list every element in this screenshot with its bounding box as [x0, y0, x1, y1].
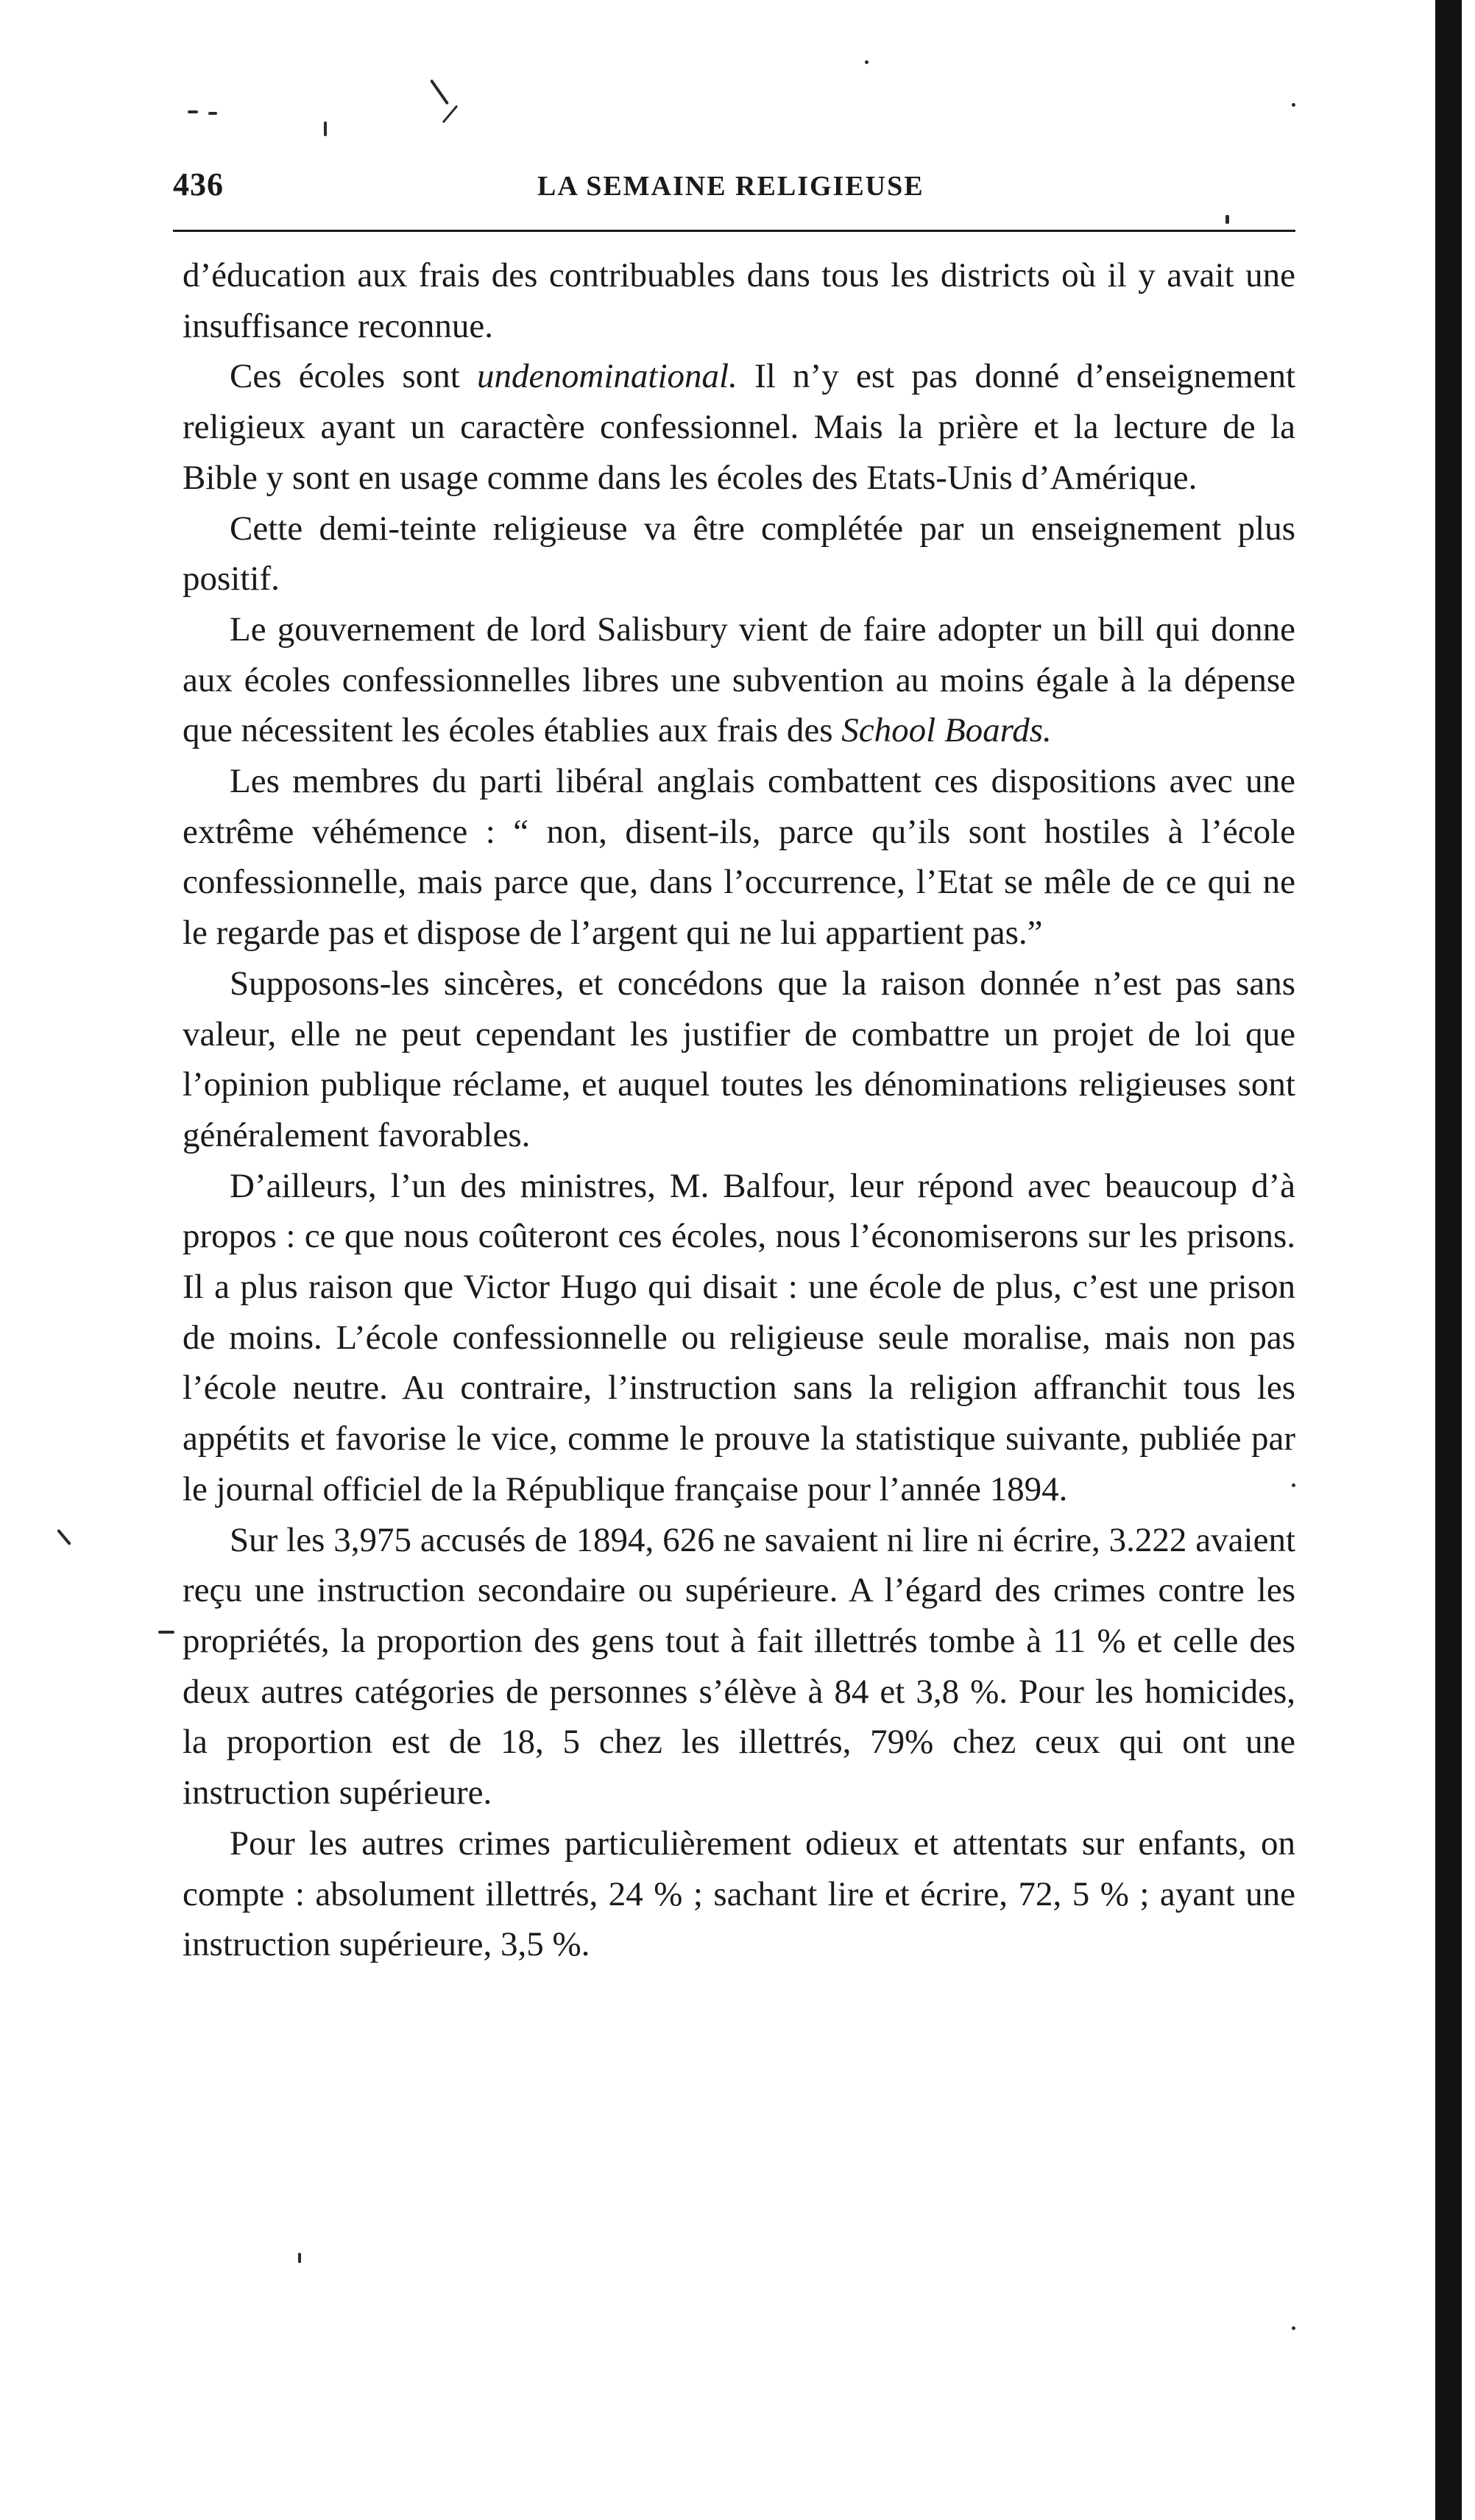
paragraph: d’éducation aux frais des contribuables dans tous les districts où il y avait une insuffisance reconnue. [183, 256, 1295, 345]
paragraph: D’ailleurs, l’un des ministres, M. Balfour, leur répond avec beaucoup d’à propos : ce que nous coûteront ces écoles, nous l’économiserons sur les prisons. Il a plus raison que Victor Hugo qui disait : une école de plus, c’est une prison de moins. L’école confessionnelle ou religieuse seule moralise, mais non pas l’école neutre. Au contraire, l’instruction sans la religion affranchit tous les appétits et favorise le vice, comme le prouve la statistique suivante, publiée par le journal officiel de la République française pour l’année 1894. [183, 1166, 1295, 1508]
paragraph-text: Il n’y est pas donné d’enseignement religieux ayant un caractère confessionnel. Mais la prière et la lecture de la Bible y sont en usage comme dans les écoles des Etats-Unis d’Amérique. [183, 357, 1295, 497]
scan-speck [158, 1631, 174, 1634]
italic-term: undenominational. [477, 357, 738, 396]
paragraph: Sur les 3,975 accusés de 1894, 626 ne savaient ni lire ni écrire, 3.222 avaient reçu une instruction secondaire ou supérieure. A l’égard des crimes contre les propriétés, la proportion des gens tout à fait illettrés tombe à 11 % et celle des deux autres catégories de personnes s’élève à 84 et 3,8 %. Pour les homicides, la proportion est de 18, 5 chez les illettrés, 79% chez ceux qui ont une instruction supérieure. [183, 1520, 1295, 1813]
paragraph: Pour les autres crimes particulièrement odieux et attentats sur enfants, on compte : absolument illettrés, 24 % ; sachant lire et écrire, 72, 5 % ; ayant une instruction supérieure, 3,5 %. [183, 1824, 1295, 1964]
scan-speck [442, 105, 459, 124]
scan-speck [1292, 103, 1295, 107]
scan-speck [865, 60, 869, 64]
scan-speck [57, 1529, 71, 1545]
paragraph-text: Le gouvernement de lord Salisbury vient de faire adopter un bill qui donne aux écoles confessionnelles libres une subvention au moins égale à la dépense que nécessitent les écoles établies aux frais des [183, 610, 1295, 750]
scan-speck [430, 79, 449, 105]
scan-speck [208, 112, 217, 115]
paragraph: Supposons-les sincères, et concédons que la raison donnée n’est pas sans valeur, elle ne peut cependant les justifier de combattre un projet de loi que l’opinion publique réclame, et auquel toutes les dénominations religieuses sont généralement favorables. [183, 964, 1295, 1154]
header-rule [173, 230, 1295, 232]
scan-speck [1225, 215, 1229, 224]
paragraph [183, 604, 1295, 756]
italic-term: School Boards. [841, 711, 1052, 750]
scan-speck [324, 121, 327, 136]
page-header [173, 166, 1295, 210]
scan-speck [1292, 2326, 1295, 2330]
scan-speck [298, 2253, 301, 2263]
paragraph: Les membres du parti libéral anglais combattent ces dispositions avec une extrême véhémence : “ non, disent-ils, parce qu’ils sont hostiles à l’école confessionnelle, mais parce que, dans l’occurrence, l’Etat se mêle de ce qui ne le regarde pas et dispose de l’argent qui ne lui appartient pas.” [183, 762, 1295, 953]
page-number: 436 [173, 166, 224, 202]
paragraph-text: Ces écoles sont [230, 357, 478, 396]
scan-speck [188, 110, 198, 113]
article-body [183, 250, 1295, 1970]
binding-edge-shadow [1435, 0, 1462, 2520]
paragraph: Cette demi-teinte religieuse va être complétée par un enseignement plus positif. [183, 509, 1295, 599]
running-title: LA SEMAINE RELIGIEUSE [537, 171, 924, 202]
paragraph [183, 351, 1295, 503]
